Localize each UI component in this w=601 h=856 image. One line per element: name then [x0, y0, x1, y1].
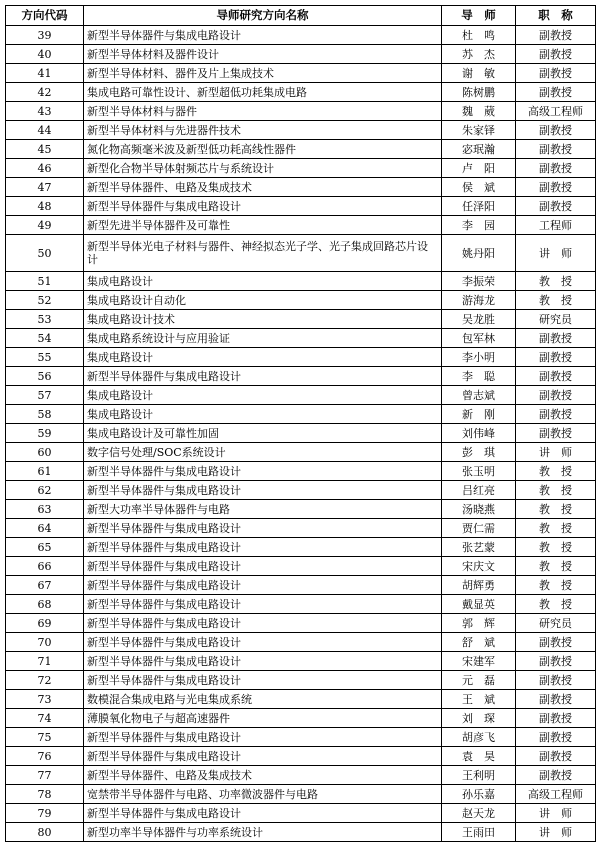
advisor-title-cell: 副教授: [516, 766, 596, 785]
table-row: [6, 633, 596, 652]
table-row: [6, 766, 596, 785]
advisor-name-cell: 游海龙: [442, 291, 516, 310]
advisor-title-cell: 副教授: [516, 386, 596, 405]
direction-code-cell: 50: [6, 235, 84, 272]
table-row: [6, 216, 596, 235]
advisor-title-cell: 教 授: [516, 538, 596, 557]
advisor-name-cell: 刘伟峰: [442, 424, 516, 443]
direction-code-cell: 52: [6, 291, 84, 310]
advisor-title-cell: 讲 师: [516, 235, 596, 272]
research-topic-cell: 新型半导体材料、器件及片上集成技术: [84, 64, 442, 83]
advisor-title-cell: 副教授: [516, 197, 596, 216]
table-row: [6, 45, 596, 64]
table-row: [6, 26, 596, 45]
table-row: [6, 348, 596, 367]
research-topic-cell: 新型半导体材料与先进器件技术: [84, 121, 442, 140]
research-topic-cell: 新型半导体材料及器件设计: [84, 45, 442, 64]
research-topic-cell: 新型功率半导体器件与功率系统设计: [84, 823, 442, 842]
research-topic-cell: 数字信号处理/SOC系统设计: [84, 443, 442, 462]
header-title: 职 称: [516, 6, 596, 26]
direction-code-cell: 77: [6, 766, 84, 785]
advisor-title-cell: 副教授: [516, 633, 596, 652]
research-topic-cell: 集成电路设计: [84, 386, 442, 405]
direction-code-cell: 66: [6, 557, 84, 576]
direction-code-cell: 56: [6, 367, 84, 386]
research-topic-cell: 新型半导体器件与集成电路设计: [84, 367, 442, 386]
direction-code-cell: 63: [6, 500, 84, 519]
research-topic-cell: 氮化物高频毫米波及新型低功耗高线性器件: [84, 140, 442, 159]
table-row: [6, 405, 596, 424]
research-topic-cell: 集成电路设计: [84, 348, 442, 367]
table-row: [6, 159, 596, 178]
research-topic-cell: 新型半导体器件与集成电路设计: [84, 595, 442, 614]
direction-code-cell: 64: [6, 519, 84, 538]
table-row: [6, 804, 596, 823]
table-row: [6, 386, 596, 405]
advisor-name-cell: 贾仁需: [442, 519, 516, 538]
advisor-name-cell: 孙乐嘉: [442, 785, 516, 804]
advisor-title-cell: 副教授: [516, 728, 596, 747]
research-topic-cell: 新型半导体器件与集成电路设计: [84, 481, 442, 500]
table-row: [6, 235, 596, 272]
direction-code-cell: 43: [6, 102, 84, 121]
advisor-name-cell: 彭 琪: [442, 443, 516, 462]
table-row: [6, 197, 596, 216]
table-row: [6, 823, 596, 842]
advisor-name-cell: 胡辉勇: [442, 576, 516, 595]
advisor-name-cell: 李小明: [442, 348, 516, 367]
research-topic-cell: 宽禁带半导体器件与电路、功率微波器件与电路: [84, 785, 442, 804]
direction-code-cell: 74: [6, 709, 84, 728]
table-row: [6, 102, 596, 121]
advisor-name-cell: 宓珉瀚: [442, 140, 516, 159]
table-row: [6, 671, 596, 690]
direction-code-cell: 58: [6, 405, 84, 424]
direction-code-cell: 54: [6, 329, 84, 348]
research-topic-cell: 新型大功率半导体器件与电路: [84, 500, 442, 519]
advisor-title-cell: 讲 师: [516, 443, 596, 462]
table-row: [6, 747, 596, 766]
advisor-title-cell: 副教授: [516, 747, 596, 766]
advisor-name-cell: 吴龙胜: [442, 310, 516, 329]
advisor-name-cell: 杜 鸣: [442, 26, 516, 45]
direction-code-cell: 72: [6, 671, 84, 690]
advisor-title-cell: 副教授: [516, 652, 596, 671]
advisor-name-cell: 任泽阳: [442, 197, 516, 216]
advisor-title-cell: 教 授: [516, 519, 596, 538]
research-topic-cell: 新型半导体器件与集成电路设计: [84, 538, 442, 557]
table-row: [6, 614, 596, 633]
research-topic-cell: 新型半导体器件与集成电路设计: [84, 747, 442, 766]
direction-code-cell: 62: [6, 481, 84, 500]
direction-code-cell: 59: [6, 424, 84, 443]
direction-code-cell: 70: [6, 633, 84, 652]
direction-code-cell: 44: [6, 121, 84, 140]
advisor-name-cell: 朱家铎: [442, 121, 516, 140]
table-row: [6, 538, 596, 557]
advisor-title-cell: 副教授: [516, 424, 596, 443]
advisor-title-cell: 研究员: [516, 614, 596, 633]
research-topic-cell: 新型半导体器件、电路及集成技术: [84, 766, 442, 785]
research-topic-cell: 新型半导体材料与器件: [84, 102, 442, 121]
advisor-title-cell: 教 授: [516, 481, 596, 500]
direction-code-cell: 48: [6, 197, 84, 216]
table-row: [6, 481, 596, 500]
advisor-title-cell: 教 授: [516, 500, 596, 519]
research-topic-cell: 集成电路可靠性设计、新型超低功耗集成电路: [84, 83, 442, 102]
direction-code-cell: 42: [6, 83, 84, 102]
advisor-title-cell: 教 授: [516, 462, 596, 481]
research-topic-cell: 集成电路设计自动化: [84, 291, 442, 310]
advisor-name-cell: 苏 杰: [442, 45, 516, 64]
table-row: [6, 121, 596, 140]
direction-code-cell: 55: [6, 348, 84, 367]
advisor-direction-table: [5, 5, 596, 842]
advisor-name-cell: 元 磊: [442, 671, 516, 690]
advisor-title-cell: 副教授: [516, 159, 596, 178]
advisor-title-cell: 副教授: [516, 405, 596, 424]
direction-code-cell: 71: [6, 652, 84, 671]
advisor-title-cell: 副教授: [516, 83, 596, 102]
direction-code-cell: 46: [6, 159, 84, 178]
advisor-name-cell: 陈树鹏: [442, 83, 516, 102]
research-topic-cell: 新型半导体器件与集成电路设计: [84, 197, 442, 216]
advisor-name-cell: 包军林: [442, 329, 516, 348]
research-topic-cell: 新型半导体器件与集成电路设计: [84, 519, 442, 538]
advisor-title-cell: 研究员: [516, 310, 596, 329]
research-topic-cell: 集成电路系统设计与应用验证: [84, 329, 442, 348]
table-row: [6, 367, 596, 386]
advisor-title-cell: 副教授: [516, 45, 596, 64]
research-topic-cell: 新型半导体器件与集成电路设计: [84, 728, 442, 747]
advisor-name-cell: 卢 阳: [442, 159, 516, 178]
advisor-name-cell: 李 聪: [442, 367, 516, 386]
research-topic-cell: 新型半导体器件与集成电路设计: [84, 557, 442, 576]
advisor-name-cell: 李 园: [442, 216, 516, 235]
advisor-title-cell: 工程师: [516, 216, 596, 235]
advisor-title-cell: 副教授: [516, 329, 596, 348]
research-topic-cell: 新型半导体器件与集成电路设计: [84, 26, 442, 45]
direction-code-cell: 49: [6, 216, 84, 235]
direction-code-cell: 57: [6, 386, 84, 405]
table-row: [6, 329, 596, 348]
direction-code-cell: 60: [6, 443, 84, 462]
research-topic-cell: 集成电路设计及可靠性加固: [84, 424, 442, 443]
direction-code-cell: 61: [6, 462, 84, 481]
table-row: [6, 310, 596, 329]
table-body: [6, 26, 596, 842]
advisor-name-cell: 王利明: [442, 766, 516, 785]
advisor-name-cell: 赵天龙: [442, 804, 516, 823]
advisor-name-cell: 李振荣: [442, 272, 516, 291]
direction-code-cell: 65: [6, 538, 84, 557]
table-row: [6, 272, 596, 291]
table-row: [6, 690, 596, 709]
research-topic-cell: 新型半导体器件与集成电路设计: [84, 804, 442, 823]
direction-code-cell: 51: [6, 272, 84, 291]
advisor-name-cell: 袁 昊: [442, 747, 516, 766]
advisor-name-cell: 王雨田: [442, 823, 516, 842]
advisor-name-cell: 张玉明: [442, 462, 516, 481]
advisor-name-cell: 侯 斌: [442, 178, 516, 197]
advisor-title-cell: 教 授: [516, 557, 596, 576]
research-topic-cell: 新型化合物半导体射频芯片与系统设计: [84, 159, 442, 178]
table-row: [6, 424, 596, 443]
table-row: [6, 140, 596, 159]
advisor-title-cell: 副教授: [516, 140, 596, 159]
research-topic-cell: 新型半导体器件与集成电路设计: [84, 633, 442, 652]
advisor-name-cell: 宋建军: [442, 652, 516, 671]
research-topic-cell: 新型半导体器件与集成电路设计: [84, 671, 442, 690]
direction-code-cell: 68: [6, 595, 84, 614]
advisor-name-cell: 刘 琛: [442, 709, 516, 728]
advisor-title-cell: 副教授: [516, 367, 596, 386]
table-row: [6, 178, 596, 197]
advisor-title-cell: 教 授: [516, 272, 596, 291]
advisor-name-cell: 曾志斌: [442, 386, 516, 405]
research-topic-cell: 新型半导体器件与集成电路设计: [84, 614, 442, 633]
research-topic-cell: 新型半导体器件与集成电路设计: [84, 652, 442, 671]
advisor-name-cell: 谢 敏: [442, 64, 516, 83]
advisor-title-cell: 教 授: [516, 595, 596, 614]
table-row: [6, 64, 596, 83]
direction-code-cell: 78: [6, 785, 84, 804]
advisor-title-cell: 副教授: [516, 64, 596, 83]
table-row: [6, 500, 596, 519]
advisor-title-cell: 副教授: [516, 671, 596, 690]
direction-code-cell: 45: [6, 140, 84, 159]
advisor-name-cell: 戴显英: [442, 595, 516, 614]
advisor-name-cell: 吕红亮: [442, 481, 516, 500]
advisor-title-cell: 讲 师: [516, 804, 596, 823]
table-header-row: [6, 6, 596, 26]
direction-code-cell: 69: [6, 614, 84, 633]
header-topic: 导师研究方向名称: [84, 6, 442, 26]
research-topic-cell: 薄膜氧化物电子与超高速器件: [84, 709, 442, 728]
direction-code-cell: 80: [6, 823, 84, 842]
header-advisor: 导 师: [442, 6, 516, 26]
research-topic-cell: 新型先进半导体器件及可靠性: [84, 216, 442, 235]
table-row: [6, 652, 596, 671]
advisor-name-cell: 魏 葳: [442, 102, 516, 121]
advisor-title-cell: 副教授: [516, 121, 596, 140]
table-row: [6, 462, 596, 481]
research-topic-cell: 新型半导体器件、电路及集成技术: [84, 178, 442, 197]
advisor-name-cell: 宋庆文: [442, 557, 516, 576]
direction-code-cell: 40: [6, 45, 84, 64]
research-topic-cell: 集成电路设计技术: [84, 310, 442, 329]
advisor-title-cell: 教 授: [516, 576, 596, 595]
research-topic-cell: 新型半导体光电子材料与器件、神经拟态光子学、光子集成回路芯片设计: [84, 235, 442, 272]
table-row: [6, 83, 596, 102]
research-topic-cell: 集成电路设计: [84, 405, 442, 424]
advisor-title-cell: 副教授: [516, 348, 596, 367]
direction-code-cell: 39: [6, 26, 84, 45]
table-row: [6, 576, 596, 595]
research-topic-cell: 新型半导体器件与集成电路设计: [84, 576, 442, 595]
header-code: 方向代码: [6, 6, 84, 26]
advisor-title-cell: 教 授: [516, 291, 596, 310]
direction-code-cell: 41: [6, 64, 84, 83]
direction-code-cell: 47: [6, 178, 84, 197]
advisor-title-cell: 副教授: [516, 26, 596, 45]
advisor-name-cell: 郭 辉: [442, 614, 516, 633]
table-row: [6, 595, 596, 614]
advisor-name-cell: 姚丹阳: [442, 235, 516, 272]
advisor-title-cell: 副教授: [516, 690, 596, 709]
advisor-name-cell: 王 斌: [442, 690, 516, 709]
table-row: [6, 291, 596, 310]
advisor-name-cell: 舒 斌: [442, 633, 516, 652]
research-topic-cell: 集成电路设计: [84, 272, 442, 291]
table-row: [6, 709, 596, 728]
research-topic-cell: 新型半导体器件与集成电路设计: [84, 462, 442, 481]
direction-code-cell: 76: [6, 747, 84, 766]
advisor-name-cell: 张艺蒙: [442, 538, 516, 557]
advisor-direction-table-container: [5, 5, 595, 842]
table-row: [6, 728, 596, 747]
table-row: [6, 443, 596, 462]
direction-code-cell: 73: [6, 690, 84, 709]
advisor-title-cell: 高级工程师: [516, 102, 596, 121]
advisor-name-cell: 胡彦飞: [442, 728, 516, 747]
advisor-title-cell: 高级工程师: [516, 785, 596, 804]
research-topic-cell: 数模混合集成电路与光电集成系统: [84, 690, 442, 709]
direction-code-cell: 53: [6, 310, 84, 329]
advisor-name-cell: 汤晓燕: [442, 500, 516, 519]
table-row: [6, 557, 596, 576]
table-row: [6, 519, 596, 538]
advisor-name-cell: 新 刚: [442, 405, 516, 424]
advisor-title-cell: 讲 师: [516, 823, 596, 842]
advisor-title-cell: 副教授: [516, 178, 596, 197]
table-row: [6, 785, 596, 804]
direction-code-cell: 79: [6, 804, 84, 823]
direction-code-cell: 75: [6, 728, 84, 747]
direction-code-cell: 67: [6, 576, 84, 595]
advisor-title-cell: 副教授: [516, 709, 596, 728]
